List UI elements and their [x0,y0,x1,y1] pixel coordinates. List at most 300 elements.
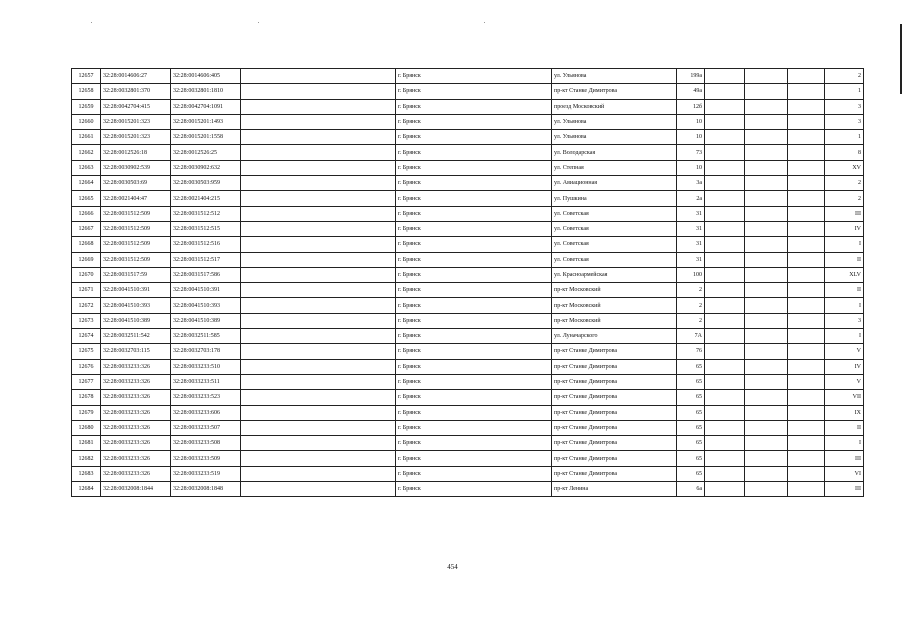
street-cell: пр-кт Московский [552,283,677,298]
table-row [72,191,864,206]
premises-number-cell: VII [825,390,864,405]
street-cell: ул. Красноармейская [552,267,677,282]
table-row [72,206,864,221]
empty-cell [788,482,825,497]
empty-cell [788,69,825,84]
empty-cell [705,145,745,160]
empty-cell [241,359,396,374]
cadastral-number-cell: 32:28:0033233:507 [171,420,241,435]
empty-cell [788,405,825,420]
empty-cell [705,405,745,420]
street-cell: пр-кт Станке Димитрова [552,405,677,420]
empty-cell [705,344,745,359]
row-number-cell: 12684 [72,482,101,497]
street-cell: ул. Советская [552,237,677,252]
street-cell: ул. Володарская [552,145,677,160]
cadastral-number-cell: 32:28:0033233:509 [171,451,241,466]
row-number-cell: 12674 [72,329,101,344]
city-cell: г. Брянск [396,206,552,221]
street-cell: ул. Советская [552,206,677,221]
street-cell: пр-кт Станке Димитрова [552,344,677,359]
table-row [72,252,864,267]
cadastral-number-cell: 32:28:0031512:512 [171,206,241,221]
house-number-cell: 100 [677,267,705,282]
street-cell: проезд Московский [552,99,677,114]
scan-speck [484,22,485,23]
table-row [72,482,864,497]
row-number-cell: 12678 [72,390,101,405]
street-cell: пр-кт Станке Димитрова [552,436,677,451]
house-number-cell: 12б [677,99,705,114]
table-row [72,69,864,84]
empty-cell [788,344,825,359]
row-number-cell: 12667 [72,221,101,236]
house-number-cell: 31 [677,206,705,221]
house-number-cell: 199а [677,69,705,84]
city-cell: г. Брянск [396,84,552,99]
empty-cell [745,298,788,313]
row-number-cell: 12663 [72,160,101,175]
city-cell: г. Брянск [396,99,552,114]
empty-cell [705,466,745,481]
city-cell: г. Брянск [396,237,552,252]
premises-number-cell: IX [825,405,864,420]
empty-cell [241,420,396,435]
street-cell: ул. Советская [552,221,677,236]
empty-cell [745,160,788,175]
empty-cell [745,374,788,389]
empty-cell [788,313,825,328]
city-cell: г. Брянск [396,221,552,236]
register-rows [72,69,864,497]
empty-cell [241,130,396,145]
premises-number-cell: VI [825,466,864,481]
row-number-cell: 12664 [72,176,101,191]
empty-cell [705,298,745,313]
empty-cell [788,206,825,221]
house-number-cell: 2а [677,191,705,206]
table-row [72,420,864,435]
empty-cell [241,191,396,206]
table-row [72,436,864,451]
street-cell: пр-кт Станке Димитрова [552,84,677,99]
premises-number-cell: II [825,420,864,435]
cadastral-number-cell: 32:28:0041510:393 [171,298,241,313]
empty-cell [241,405,396,420]
house-number-cell: 10 [677,114,705,129]
parent-cadastral-cell: 32:28:0015201:323 [101,114,171,129]
row-number-cell: 12673 [72,313,101,328]
cadastral-number-cell: 32:28:0031512:515 [171,221,241,236]
empty-cell [705,436,745,451]
empty-cell [241,298,396,313]
parent-cadastral-cell: 32:28:0031512:509 [101,252,171,267]
empty-cell [788,359,825,374]
parent-cadastral-cell: 32:28:0041510:391 [101,283,171,298]
empty-cell [705,283,745,298]
cadastral-number-cell: 32:28:0033233:511 [171,374,241,389]
premises-number-cell: 3 [825,114,864,129]
row-number-cell: 12662 [72,145,101,160]
empty-cell [705,160,745,175]
empty-cell [241,114,396,129]
premises-number-cell: IV [825,221,864,236]
empty-cell [745,145,788,160]
empty-cell [788,191,825,206]
street-cell: ул. Луначарского [552,329,677,344]
empty-cell [241,451,396,466]
cadastral-number-cell: 32:28:0033233:510 [171,359,241,374]
table-row [72,344,864,359]
parent-cadastral-cell: 32:28:0041510:389 [101,313,171,328]
row-number-cell: 12669 [72,252,101,267]
row-number-cell: 12679 [72,405,101,420]
city-cell: г. Брянск [396,130,552,145]
house-number-cell: 65 [677,390,705,405]
row-number-cell: 12658 [72,84,101,99]
city-cell: г. Брянск [396,298,552,313]
parent-cadastral-cell: 32:28:0031512:509 [101,206,171,221]
cadastral-number-cell: 32:28:0031512:516 [171,237,241,252]
cadastral-number-cell: 32:28:0032008:1848 [171,482,241,497]
city-cell: г. Брянск [396,267,552,282]
empty-cell [745,283,788,298]
row-number-cell: 12677 [72,374,101,389]
table-row [72,405,864,420]
empty-cell [788,237,825,252]
empty-cell [745,313,788,328]
row-number-cell: 12665 [72,191,101,206]
street-cell: пр-кт Московский [552,298,677,313]
table-row [72,99,864,114]
empty-cell [705,374,745,389]
empty-cell [745,84,788,99]
city-cell: г. Брянск [396,482,552,497]
empty-cell [705,451,745,466]
table-row [72,267,864,282]
empty-cell [745,114,788,129]
cadastral-number-cell: 32:28:0012526:25 [171,145,241,160]
row-number-cell: 12657 [72,69,101,84]
house-number-cell: 31 [677,252,705,267]
table-row [72,160,864,175]
premises-number-cell: 3 [825,313,864,328]
parent-cadastral-cell: 32:28:0030503:69 [101,176,171,191]
empty-cell [745,329,788,344]
empty-cell [745,344,788,359]
house-number-cell: 10 [677,130,705,145]
empty-cell [705,130,745,145]
premises-number-cell: I [825,329,864,344]
parent-cadastral-cell: 32:28:0032801:370 [101,84,171,99]
street-cell: пр-кт Станке Димитрова [552,420,677,435]
city-cell: г. Брянск [396,283,552,298]
table-row [72,221,864,236]
premises-number-cell: III [825,206,864,221]
empty-cell [745,267,788,282]
empty-cell [705,482,745,497]
street-cell: пр-кт Ленина [552,482,677,497]
premises-number-cell: I [825,436,864,451]
empty-cell [745,482,788,497]
street-cell: пр-кт Станке Димитрова [552,390,677,405]
register-table [71,68,864,497]
parent-cadastral-cell: 32:28:0031512:509 [101,221,171,236]
city-cell: г. Брянск [396,466,552,481]
city-cell: г. Брянск [396,420,552,435]
empty-cell [745,390,788,405]
empty-cell [745,252,788,267]
premises-number-cell: IV [825,359,864,374]
empty-cell [705,221,745,236]
empty-cell [705,252,745,267]
house-number-cell: 65 [677,359,705,374]
empty-cell [788,252,825,267]
house-number-cell: 49а [677,84,705,99]
empty-cell [745,130,788,145]
city-cell: г. Брянск [396,160,552,175]
premises-number-cell: I [825,237,864,252]
house-number-cell: 7А [677,329,705,344]
city-cell: г. Брянск [396,176,552,191]
empty-cell [705,329,745,344]
street-cell: пр-кт Московский [552,313,677,328]
empty-cell [745,191,788,206]
empty-cell [705,313,745,328]
row-number-cell: 12676 [72,359,101,374]
city-cell: г. Брянск [396,374,552,389]
empty-cell [745,420,788,435]
table-row [72,329,864,344]
parent-cadastral-cell: 32:28:0032703:115 [101,344,171,359]
house-number-cell: 2 [677,313,705,328]
cadastral-number-cell: 32:28:0033233:508 [171,436,241,451]
empty-cell [705,206,745,221]
cadastral-number-cell: 32:28:0015201:1493 [171,114,241,129]
street-cell: ул. Ульянова [552,130,677,145]
row-number-cell: 12666 [72,206,101,221]
cadastral-number-cell: 32:28:0041510:389 [171,313,241,328]
house-number-cell: 73 [677,145,705,160]
cadastral-number-cell: 32:28:0015201:1558 [171,130,241,145]
street-cell: пр-кт Станке Димитрова [552,359,677,374]
parent-cadastral-cell: 32:28:0033233:326 [101,405,171,420]
city-cell: г. Брянск [396,436,552,451]
empty-cell [241,436,396,451]
empty-cell [241,160,396,175]
city-cell: г. Брянск [396,329,552,344]
row-number-cell: 12675 [72,344,101,359]
cadastral-number-cell: 32:28:0031517:586 [171,267,241,282]
city-cell: г. Брянск [396,191,552,206]
empty-cell [745,405,788,420]
house-number-cell: 31 [677,221,705,236]
premises-number-cell: I [825,298,864,313]
empty-cell [705,237,745,252]
empty-cell [241,145,396,160]
cadastral-number-cell: 32:28:0041510:391 [171,283,241,298]
table-row [72,359,864,374]
parent-cadastral-cell: 32:28:0031517:59 [101,267,171,282]
row-number-cell: 12681 [72,436,101,451]
premises-number-cell: V [825,344,864,359]
empty-cell [788,329,825,344]
house-number-cell: 2 [677,298,705,313]
page-number: 454 [447,563,458,571]
empty-cell [745,99,788,114]
cadastral-number-cell: 32:28:0031512:517 [171,252,241,267]
empty-cell [241,206,396,221]
empty-cell [241,374,396,389]
empty-cell [745,221,788,236]
parent-cadastral-cell: 32:28:0032008:1844 [101,482,171,497]
table-row [72,114,864,129]
house-number-cell: 6а [677,482,705,497]
cadastral-number-cell: 32:28:0021404:215 [171,191,241,206]
empty-cell [745,69,788,84]
premises-number-cell: V [825,374,864,389]
house-number-cell: 10 [677,160,705,175]
city-cell: г. Брянск [396,252,552,267]
cadastral-number-cell: 32:28:0032801:1810 [171,84,241,99]
parent-cadastral-cell: 32:28:0033233:326 [101,451,171,466]
table-row [72,130,864,145]
scan-edge-mark [900,24,902,94]
empty-cell [241,84,396,99]
table-row [72,298,864,313]
parent-cadastral-cell: 32:28:0042704:415 [101,99,171,114]
city-cell: г. Брянск [396,114,552,129]
empty-cell [241,466,396,481]
parent-cadastral-cell: 32:28:0015201:323 [101,130,171,145]
parent-cadastral-cell: 32:28:0033233:326 [101,390,171,405]
empty-cell [745,359,788,374]
premises-number-cell: XLV [825,267,864,282]
empty-cell [705,420,745,435]
empty-cell [241,482,396,497]
premises-number-cell: III [825,482,864,497]
empty-cell [788,451,825,466]
cadastral-number-cell: 32:28:0030503:959 [171,176,241,191]
empty-cell [788,283,825,298]
street-cell: пр-кт Станке Димитрова [552,374,677,389]
empty-cell [788,267,825,282]
city-cell: г. Брянск [396,313,552,328]
street-cell: пр-кт Станке Димитрова [552,451,677,466]
city-cell: г. Брянск [396,145,552,160]
empty-cell [241,252,396,267]
empty-cell [788,390,825,405]
house-number-cell: 65 [677,405,705,420]
empty-cell [788,84,825,99]
table-row [72,283,864,298]
empty-cell [241,390,396,405]
parent-cadastral-cell: 32:28:0030902:539 [101,160,171,175]
empty-cell [705,69,745,84]
row-number-cell: 12683 [72,466,101,481]
empty-cell [705,84,745,99]
city-cell: г. Брянск [396,451,552,466]
row-number-cell: 12672 [72,298,101,313]
premises-number-cell: II [825,252,864,267]
table-row [72,145,864,160]
row-number-cell: 12682 [72,451,101,466]
table-row [72,451,864,466]
empty-cell [745,466,788,481]
empty-cell [705,359,745,374]
empty-cell [788,466,825,481]
empty-cell [788,374,825,389]
table-row [72,237,864,252]
empty-cell [745,176,788,191]
empty-cell [788,160,825,175]
parent-cadastral-cell: 32:28:0033233:326 [101,466,171,481]
cadastral-number-cell: 32:28:0032511:585 [171,329,241,344]
house-number-cell: 65 [677,436,705,451]
house-number-cell: 65 [677,374,705,389]
table-row [72,374,864,389]
house-number-cell: 65 [677,466,705,481]
premises-number-cell: 2 [825,69,864,84]
row-number-cell: 12668 [72,237,101,252]
empty-cell [745,451,788,466]
city-cell: г. Брянск [396,405,552,420]
empty-cell [241,176,396,191]
parent-cadastral-cell: 32:28:0012526:18 [101,145,171,160]
table-row [72,176,864,191]
row-number-cell: 12671 [72,283,101,298]
empty-cell [705,267,745,282]
cadastral-number-cell: 32:28:0014606:405 [171,69,241,84]
city-cell: г. Брянск [396,390,552,405]
city-cell: г. Брянск [396,344,552,359]
empty-cell [745,436,788,451]
empty-cell [241,283,396,298]
empty-cell [241,237,396,252]
row-number-cell: 12680 [72,420,101,435]
empty-cell [788,99,825,114]
street-cell: ул. Ульянова [552,114,677,129]
empty-cell [788,298,825,313]
empty-cell [705,114,745,129]
empty-cell [241,344,396,359]
premises-number-cell: 1 [825,84,864,99]
empty-cell [241,313,396,328]
parent-cadastral-cell: 32:28:0032511:542 [101,329,171,344]
house-number-cell: 2 [677,283,705,298]
empty-cell [788,145,825,160]
parent-cadastral-cell: 32:28:0041510:393 [101,298,171,313]
table-row [72,313,864,328]
empty-cell [241,329,396,344]
house-number-cell: 3а [677,176,705,191]
empty-cell [705,176,745,191]
street-cell: ул. Ульянова [552,69,677,84]
empty-cell [745,237,788,252]
premises-number-cell: 2 [825,176,864,191]
parent-cadastral-cell: 32:28:0033233:326 [101,420,171,435]
cadastral-number-cell: 32:28:0042704:1091 [171,99,241,114]
parent-cadastral-cell: 32:28:0021404:47 [101,191,171,206]
parent-cadastral-cell: 32:28:0033233:326 [101,436,171,451]
house-number-cell: 65 [677,420,705,435]
cadastral-number-cell: 32:28:0033233:519 [171,466,241,481]
street-cell: ул. Степная [552,160,677,175]
empty-cell [705,390,745,405]
cadastral-number-cell: 32:28:0032703:178 [171,344,241,359]
parent-cadastral-cell: 32:28:0033233:326 [101,359,171,374]
empty-cell [241,69,396,84]
